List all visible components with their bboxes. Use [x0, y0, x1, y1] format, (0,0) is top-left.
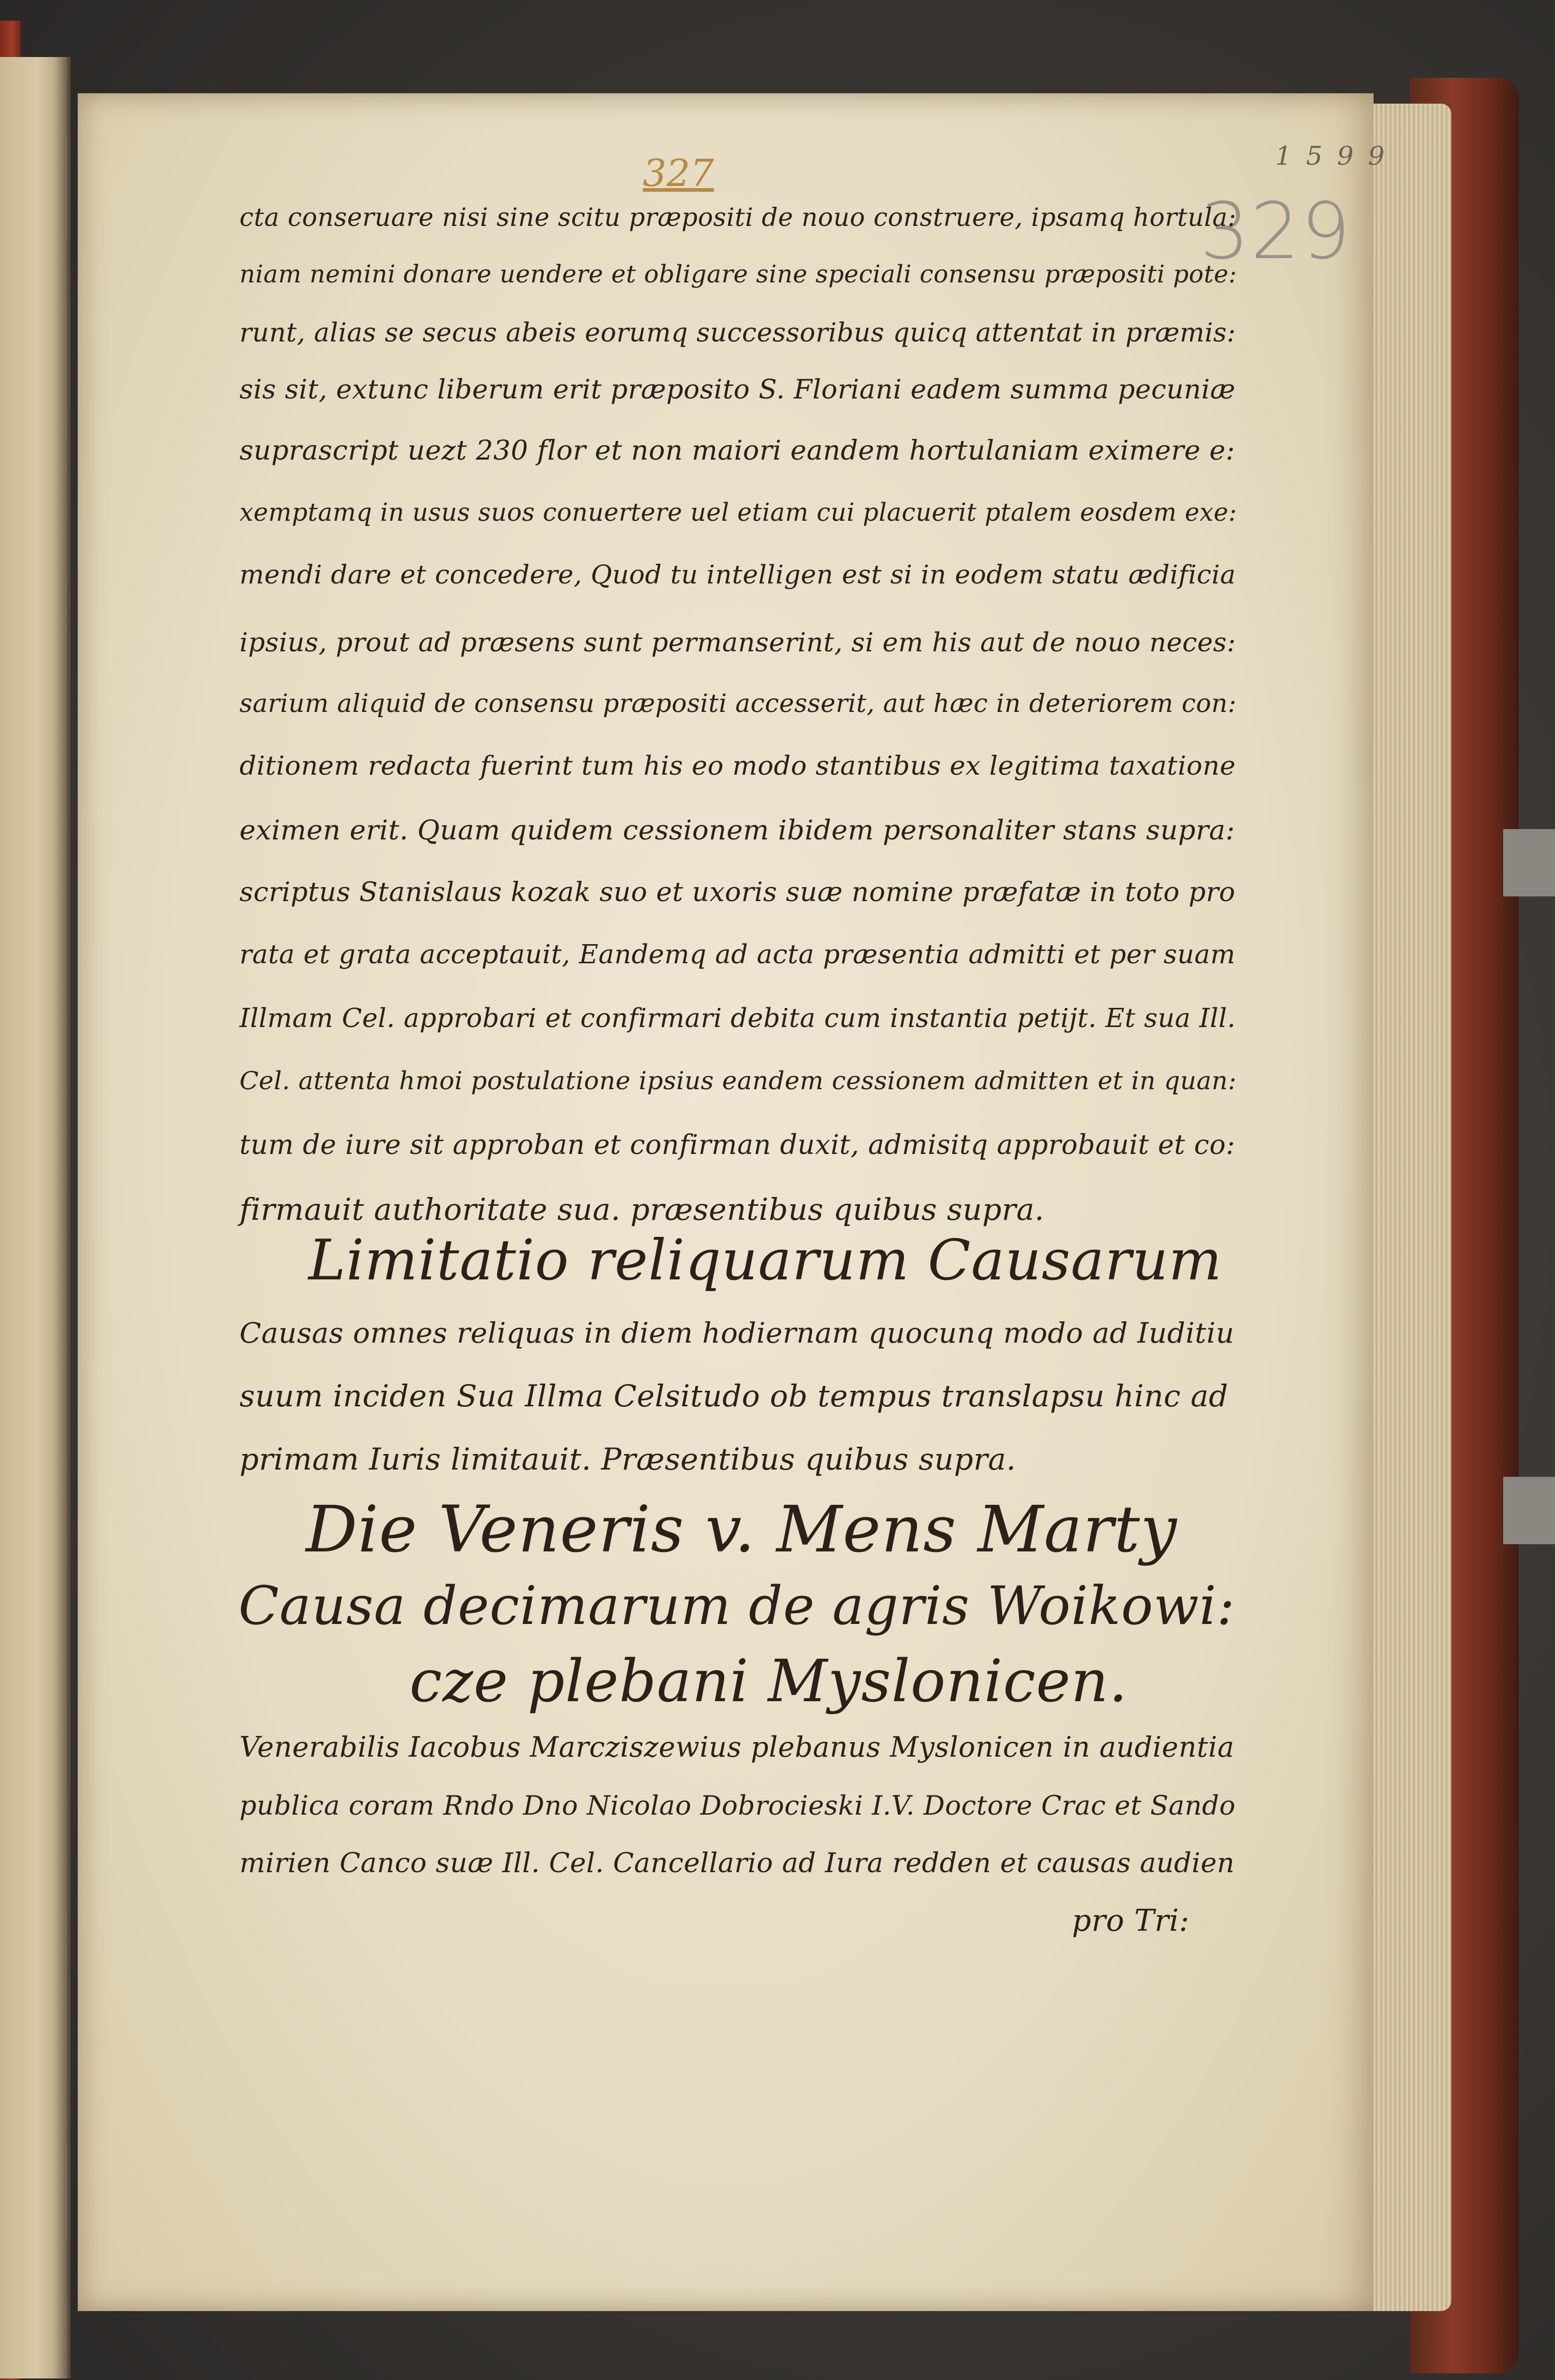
book-clamp-lower — [1503, 1477, 1555, 1544]
text-line: Causas omnes reliquas in diem hodiernam quocunq modo ad Iuditiu — [239, 1316, 1235, 1349]
section-heading-limitatio: Limitatio reliquarum Causarum — [308, 1228, 1222, 1293]
text-line: Venerabilis Iacobus Marcziszewius plebanus Myslonicen in audientia — [239, 1731, 1235, 1763]
text-line: cta conseruare nisi sine scitu præpositi de nouo construere, ipsamq hortula: — [239, 203, 1237, 232]
text-line: publica coram Rndo Dno Nicolao Dobrocieski I.V. Doctore Crac et Sando — [239, 1790, 1236, 1821]
text-line: suum inciden Sua Illma Celsitudo ob tempus translapsu hinc ad — [239, 1378, 1228, 1414]
text-line: eximen erit. Quam quidem cessionem ibidem personaliter stans supra: — [239, 815, 1235, 846]
text-line: sis sit, extunc liberum erit præposito S. Floriani eadem summa pecuniæ — [239, 374, 1236, 405]
text-line: xemptamq in usus suos conuertere uel etiam cui placuerit ptalem eosdem exe: — [239, 498, 1237, 527]
folio-number: 329 — [1200, 187, 1352, 277]
page-number: 327 — [643, 151, 714, 195]
left-page-edge — [0, 57, 70, 2378]
text-line: Cel. attenta hmoi postulatione ipsius eandem cessionem admitten et in quan: — [239, 1066, 1237, 1095]
catchword: pro Tri: — [1072, 1903, 1190, 1938]
section-heading-plebani: cze plebani Myslonicen. — [409, 1648, 1128, 1715]
page-stack-edges — [1368, 104, 1451, 2311]
section-heading-date: Die Veneris v. Mens Marty — [306, 1492, 1178, 1567]
text-line: Illmam Cel. approbari et confirmari debita cum instantia petijt. Et sua Ill. — [239, 1003, 1236, 1033]
text-line: sarium aliquid de consensu præpositi accesserit, aut hæc in deteriorem con: — [239, 689, 1237, 718]
text-line: suprascript uezt 230 flor et non maiori eandem hortulaniam eximere e: — [239, 435, 1235, 466]
section-heading-causa: Causa decimarum de agris Woikowi: — [238, 1575, 1235, 1637]
text-line: ditionem redacta fuerint tum his eo modo stantibus ex legitima taxatione — [239, 750, 1236, 781]
text-line: ipsius, prout ad præsens sunt permanserint, si em his aut de nouo neces: — [239, 627, 1236, 658]
year-note: 1599 — [1275, 141, 1400, 171]
text-line: tum de iure sit approban et confirman duxit, admisitq approbauit et co: — [239, 1130, 1235, 1161]
text-line: niam nemini donare uendere et obligare sine speciali consensu præpositi pote: — [239, 260, 1237, 289]
text-line: firmauit authoritate sua. præsentibus quibus supra. — [239, 1192, 1044, 1227]
book-clamp-upper — [1503, 829, 1555, 896]
text-line: scriptus Stanislaus kozak suo et uxoris suæ nomine præfatæ in toto pro — [239, 877, 1236, 908]
text-line: runt, alias se secus abeis eorumq successoribus quicq attentat in præmis: — [239, 317, 1236, 348]
text-line: primam Iuris limitauit. Præsentibus quibus supra. — [239, 1442, 1016, 1477]
text-line: rata et grata acceptauit, Eandemq ad acta præsentia admitti et per suam — [239, 939, 1236, 970]
text-line: mendi dare et concedere, Quod tu intelligen est si in eodem statu ædificia — [239, 560, 1236, 590]
text-line: mirien Canco suæ Ill. Cel. Cancellario ad Iura redden et causas audien — [239, 1847, 1235, 1879]
